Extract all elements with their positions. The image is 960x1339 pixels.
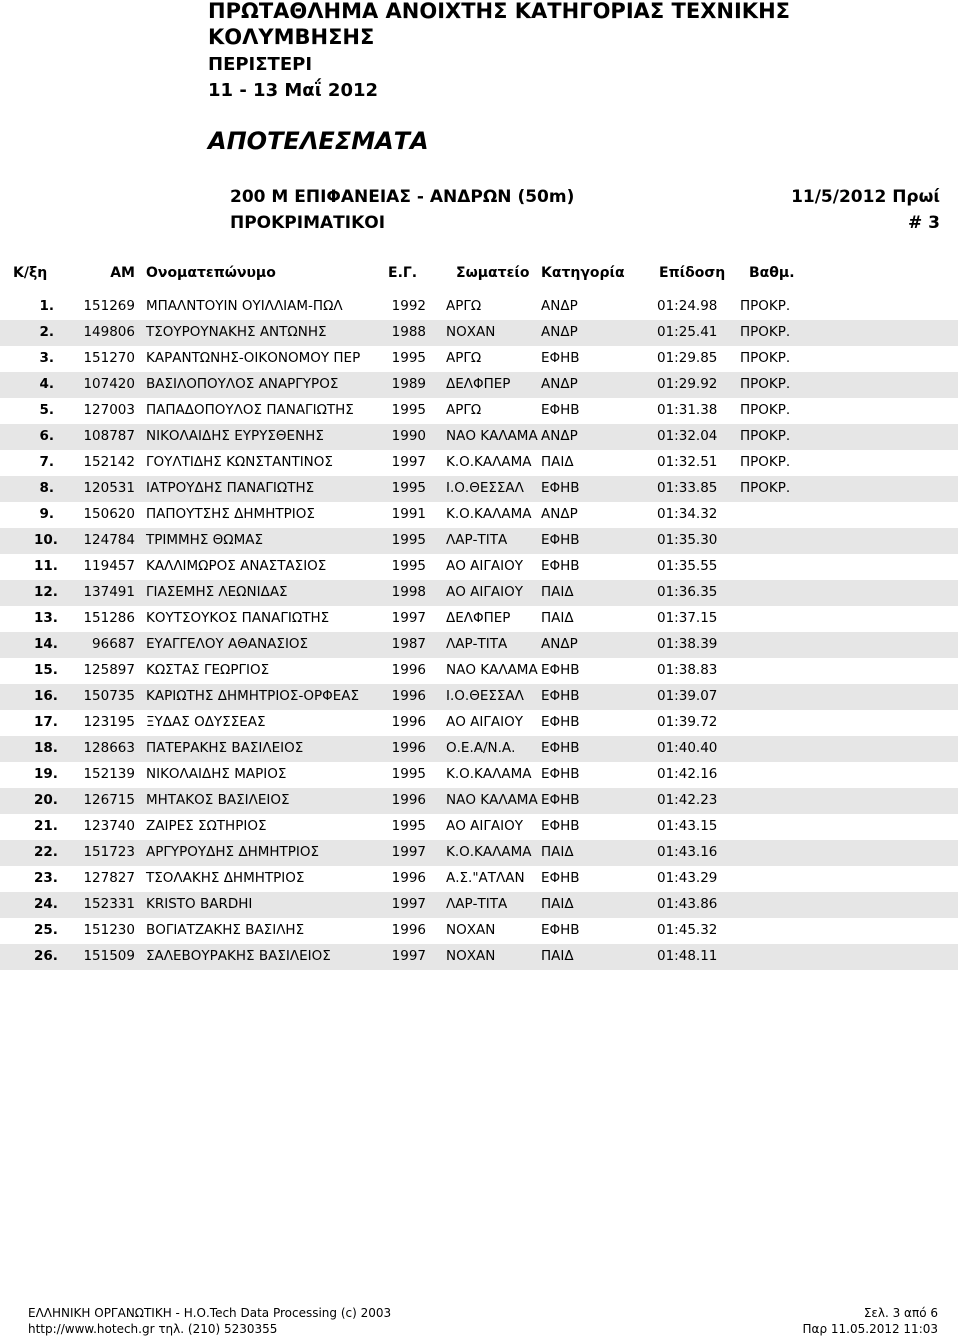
cell-club: ΔΕΛΦΠΕΡ: [446, 610, 511, 626]
print-timestamp: Παρ 11.05.2012 11:03: [802, 1322, 938, 1336]
cell-time: 01:45.32: [657, 922, 718, 938]
cell-category: ΠΑΙΔ: [541, 454, 574, 470]
table-row: [0, 866, 958, 892]
col-rank-header: Βαθμ.: [749, 265, 795, 281]
table-row: [0, 450, 958, 476]
cell-pos: 17.: [34, 714, 58, 730]
cell-am: 151286: [83, 610, 135, 626]
cell-am: 123740: [83, 818, 135, 834]
cell-club: Ι.Ο.ΘΕΣΣΑΛ: [446, 480, 524, 496]
cell-club: ΑΡΓΩ: [446, 350, 482, 366]
cell-club: ΛΑΡ-ΤΙΤΑ: [446, 636, 508, 652]
table-row: [0, 320, 958, 346]
cell-pos: 3.: [39, 350, 54, 366]
cell-category: ΠΑΙΔ: [541, 584, 574, 600]
cell-club: ΑΟ ΑΙΓΑΙΟΥ: [446, 818, 523, 834]
cell-time: 01:40.40: [657, 740, 718, 756]
cell-club: ΝΑΟ ΚΑΛΑΜΑ: [446, 792, 538, 808]
cell-am: 151270: [83, 350, 135, 366]
cell-category: ΕΦΗΒ: [541, 740, 580, 756]
cell-year: 1995: [391, 480, 426, 496]
cell-name: ΑΡΓΥΡΟΥΔΗΣ ΔΗΜΗΤΡΙΟΣ: [146, 844, 320, 860]
cell-am: 151723: [83, 844, 135, 860]
event-dates: 11 - 13 Μαΐ 2012: [208, 80, 379, 101]
cell-year: 1988: [391, 324, 426, 340]
table-row: [0, 294, 958, 320]
table-row: [0, 658, 958, 684]
cell-time: 01:43.29: [657, 870, 718, 886]
cell-rank: ΠΡΟΚΡ.: [740, 428, 791, 444]
cell-pos: 9.: [39, 506, 54, 522]
cell-time: 01:42.23: [657, 792, 718, 808]
col-am-header: ΑΜ: [110, 265, 135, 281]
cell-category: ΕΦΗΒ: [541, 688, 580, 704]
footer-contact: http://www.hotech.gr τηλ. (210) 5230355: [28, 1322, 278, 1336]
cell-am: 152331: [83, 896, 135, 912]
cell-am: 137491: [83, 584, 135, 600]
cell-year: 1996: [391, 714, 426, 730]
cell-rank: ΠΡΟΚΡ.: [740, 454, 791, 470]
cell-category: ΕΦΗΒ: [541, 792, 580, 808]
cell-name: ΙΑΤΡΟΥΔΗΣ ΠΑΝΑΓΙΩΤΗΣ: [146, 480, 315, 496]
cell-name: ΕΥΑΓΓΕΛΟΥ ΑΘΑΝΑΣΙΟΣ: [146, 636, 309, 652]
cell-name: ΤΣΟΥΡΟΥΝΑΚΗΣ ΑΝΤΩΝΗΣ: [146, 324, 327, 340]
cell-name: ΚΑΡΑΝΤΩΝΗΣ-ΟΙΚΟΝΟΜΟΥ ΠΕΡ: [146, 350, 361, 366]
cell-am: 151509: [83, 948, 135, 964]
cell-year: 1995: [391, 558, 426, 574]
cell-time: 01:24.98: [657, 298, 718, 314]
cell-category: ΠΑΙΔ: [541, 896, 574, 912]
cell-name: ΒΟΓΙΑΤΖΑΚΗΣ ΒΑΣΙΛΗΣ: [146, 922, 305, 938]
cell-pos: 23.: [34, 870, 58, 886]
cell-category: ΠΑΙΔ: [541, 844, 574, 860]
cell-time: 01:25.41: [657, 324, 718, 340]
table-row: [0, 580, 958, 606]
page-number: Σελ. 3 από 6: [863, 1306, 938, 1320]
cell-category: ΑΝΔΡ: [541, 506, 578, 522]
cell-name: ΓΟΥΛΤΙΔΗΣ ΚΩΝΣΤΑΝΤΙΝΟΣ: [146, 454, 333, 470]
cell-time: 01:32.04: [657, 428, 718, 444]
cell-club: ΝΟΧΑΝ: [446, 922, 496, 938]
cell-club: ΛΑΡ-ΤΙΤΑ: [446, 532, 508, 548]
cell-club: Κ.Ο.ΚΑΛΑΜΑ: [446, 454, 532, 470]
table-row: [0, 762, 958, 788]
cell-pos: 19.: [34, 766, 58, 782]
cell-pos: 16.: [34, 688, 58, 704]
cell-am: 151230: [83, 922, 135, 938]
table-row: [0, 606, 958, 632]
table-row: [0, 424, 958, 450]
col-category-header: Κατηγορία: [541, 265, 625, 281]
cell-year: 1995: [391, 766, 426, 782]
cell-time: 01:29.92: [657, 376, 718, 392]
table-row: [0, 476, 958, 502]
table-row: [0, 814, 958, 840]
cell-year: 1996: [391, 922, 426, 938]
cell-year: 1998: [391, 584, 426, 600]
cell-year: 1997: [391, 454, 426, 470]
col-year-header: Ε.Γ.: [388, 265, 418, 281]
cell-rank: ΠΡΟΚΡ.: [740, 324, 791, 340]
championship-title-line1: ΠΡΩΤΑΘΛΗΜΑ ΑΝΟΙΧΤΗΣ ΚΑΤΗΓΟΡΙΑΣ ΤΕΧΝΙΚΗΣ: [208, 0, 790, 23]
table-row: [0, 554, 958, 580]
cell-pos: 21.: [34, 818, 58, 834]
cell-category: ΕΦΗΒ: [541, 662, 580, 678]
cell-year: 1990: [391, 428, 426, 444]
table-row: [0, 840, 958, 866]
cell-am: 128663: [83, 740, 135, 756]
cell-time: 01:35.30: [657, 532, 718, 548]
cell-year: 1995: [391, 402, 426, 418]
cell-year: 1997: [391, 610, 426, 626]
cell-club: ΑΟ ΑΙΓΑΙΟΥ: [446, 558, 523, 574]
cell-am: 123195: [83, 714, 135, 730]
cell-category: ΑΝΔΡ: [541, 428, 578, 444]
cell-club: ΝΟΧΑΝ: [446, 324, 496, 340]
cell-time: 01:42.16: [657, 766, 718, 782]
cell-time: 01:32.51: [657, 454, 718, 470]
cell-club: ΑΡΓΩ: [446, 402, 482, 418]
cell-club: ΝΟΧΑΝ: [446, 948, 496, 964]
cell-time: 01:34.32: [657, 506, 718, 522]
cell-rank: ΠΡΟΚΡ.: [740, 480, 791, 496]
cell-am: 120531: [83, 480, 135, 496]
cell-club: ΑΟ ΑΙΓΑΙΟΥ: [446, 714, 523, 730]
cell-am: 150735: [83, 688, 135, 704]
cell-am: 149806: [83, 324, 135, 340]
results-table: [0, 294, 960, 970]
cell-year: 1995: [391, 350, 426, 366]
table-row: [0, 736, 958, 762]
cell-pos: 4.: [39, 376, 54, 392]
cell-year: 1992: [391, 298, 426, 314]
cell-pos: 10.: [34, 532, 58, 548]
event-title: 200 Μ ΕΠΙΦΑΝΕΙΑΣ - ΑΝΔΡΩΝ (50m): [230, 187, 575, 207]
cell-pos: 8.: [39, 480, 54, 496]
cell-year: 1997: [391, 948, 426, 964]
cell-category: ΑΝΔΡ: [541, 298, 578, 314]
cell-year: 1997: [391, 896, 426, 912]
cell-name: ΚΟΥΤΣΟΥΚΟΣ ΠΑΝΑΓΙΩΤΗΣ: [146, 610, 330, 626]
cell-name: ΜΗΤΑΚΟΣ ΒΑΣΙΛΕΙΟΣ: [146, 792, 290, 808]
cell-category: ΑΝΔΡ: [541, 636, 578, 652]
cell-club: Κ.Ο.ΚΑΛΑΜΑ: [446, 844, 532, 860]
cell-year: 1996: [391, 688, 426, 704]
table-row: [0, 710, 958, 736]
cell-name: ΤΡΙΜΜΗΣ ΘΩΜΑΣ: [146, 532, 263, 548]
venue: ΠΕΡΙΣΤΕΡΙ: [208, 54, 313, 75]
cell-am: 96687: [92, 636, 135, 652]
cell-am: 152139: [83, 766, 135, 782]
cell-category: ΕΦΗΒ: [541, 818, 580, 834]
heat-number: # 3: [908, 213, 940, 233]
cell-name: ΠΑΤΕΡΑΚΗΣ ΒΑΣΙΛΕΙΟΣ: [146, 740, 304, 756]
cell-name: ΝΙΚΟΛΑΙΔΗΣ ΕΥΡΥΣΘΕΝΗΣ: [146, 428, 324, 444]
cell-category: ΑΝΔΡ: [541, 324, 578, 340]
cell-club: ΑΟ ΑΙΓΑΙΟΥ: [446, 584, 523, 600]
cell-am: 108787: [83, 428, 135, 444]
cell-time: 01:33.85: [657, 480, 718, 496]
cell-am: 150620: [83, 506, 135, 522]
cell-category: ΕΦΗΒ: [541, 870, 580, 886]
cell-category: ΕΦΗΒ: [541, 350, 580, 366]
cell-time: 01:31.38: [657, 402, 718, 418]
table-row: [0, 918, 958, 944]
cell-year: 1995: [391, 532, 426, 548]
cell-name: ΣΑΛΕΒΟΥΡΑΚΗΣ ΒΑΣΙΛΕΙΟΣ: [146, 948, 331, 964]
cell-time: 01:43.86: [657, 896, 718, 912]
col-club-header: Σωματείο: [456, 265, 530, 281]
cell-pos: 6.: [39, 428, 54, 444]
cell-category: ΕΦΗΒ: [541, 714, 580, 730]
table-row: [0, 632, 958, 658]
cell-name: ΠΑΠΑΔΟΠΟΥΛΟΣ ΠΑΝΑΓΙΩΤΗΣ: [146, 402, 354, 418]
cell-am: 127003: [83, 402, 135, 418]
table-row: [0, 346, 958, 372]
cell-time: 01:37.15: [657, 610, 718, 626]
cell-am: 127827: [83, 870, 135, 886]
cell-am: 124784: [83, 532, 135, 548]
cell-club: Ο.Ε.Α/Ν.Α.: [446, 740, 516, 756]
cell-name: ΜΠΑΛΝΤΟΥΙΝ ΟΥΙΛΛΙΑΜ-ΠΩΛ: [146, 298, 343, 314]
cell-pos: 1.: [39, 298, 54, 314]
cell-name: KRISTO BARDHI: [146, 896, 253, 912]
table-row: [0, 788, 958, 814]
cell-pos: 20.: [34, 792, 58, 808]
cell-category: ΑΝΔΡ: [541, 376, 578, 392]
cell-time: 01:35.55: [657, 558, 718, 574]
table-header: [0, 262, 960, 284]
cell-am: 125897: [83, 662, 135, 678]
cell-year: 1991: [391, 506, 426, 522]
cell-time: 01:39.72: [657, 714, 718, 730]
cell-year: 1996: [391, 870, 426, 886]
cell-year: 1987: [391, 636, 426, 652]
table-row: [0, 502, 958, 528]
cell-rank: ΠΡΟΚΡ.: [740, 376, 791, 392]
cell-club: ΝΑΟ ΚΑΛΑΜΑ: [446, 662, 538, 678]
col-name-header: Ονοματεπώνυμο: [146, 265, 276, 281]
cell-club: Κ.Ο.ΚΑΛΑΜΑ: [446, 766, 532, 782]
cell-name: ΒΑΣΙΛΟΠΟΥΛΟΣ ΑΝΑΡΓΥΡΟΣ: [146, 376, 339, 392]
cell-am: 126715: [83, 792, 135, 808]
cell-time: 01:48.11: [657, 948, 718, 964]
cell-name: ΚΩΣΤΑΣ ΓΕΩΡΓΙΟΣ: [146, 662, 270, 678]
cell-year: 1995: [391, 818, 426, 834]
cell-club: Κ.Ο.ΚΑΛΑΜΑ: [446, 506, 532, 522]
cell-pos: 2.: [39, 324, 54, 340]
cell-club: Ι.Ο.ΘΕΣΣΑΛ: [446, 688, 524, 704]
cell-name: ΝΙΚΟΛΑΙΔΗΣ ΜΑΡΙΟΣ: [146, 766, 287, 782]
cell-time: 01:43.16: [657, 844, 718, 860]
cell-pos: 14.: [34, 636, 58, 652]
cell-pos: 13.: [34, 610, 58, 626]
cell-year: 1996: [391, 792, 426, 808]
cell-category: ΕΦΗΒ: [541, 558, 580, 574]
table-row: [0, 684, 958, 710]
cell-club: ΑΡΓΩ: [446, 298, 482, 314]
cell-pos: 22.: [34, 844, 58, 860]
cell-am: 151269: [83, 298, 135, 314]
table-row: [0, 398, 958, 424]
cell-name: ΤΣΟΛΑΚΗΣ ΔΗΜΗΤΡΙΟΣ: [146, 870, 305, 886]
cell-club: ΔΕΛΦΠΕΡ: [446, 376, 511, 392]
cell-name: ΞΥΔΑΣ ΟΔΥΣΣΕΑΣ: [146, 714, 266, 730]
cell-category: ΠΑΙΔ: [541, 948, 574, 964]
cell-rank: ΠΡΟΚΡ.: [740, 402, 791, 418]
cell-name: ΠΑΠΟΥΤΣΗΣ ΔΗΜΗΤΡΙΟΣ: [146, 506, 315, 522]
cell-category: ΕΦΗΒ: [541, 766, 580, 782]
cell-category: ΕΦΗΒ: [541, 532, 580, 548]
cell-name: ΖΑΙΡΕΣ ΣΩΤΗΡΙΟΣ: [146, 818, 267, 834]
event-round: ΠΡΟΚΡΙΜΑΤΙΚΟΙ: [230, 213, 386, 233]
cell-time: 01:38.39: [657, 636, 718, 652]
cell-pos: 5.: [39, 402, 54, 418]
cell-category: ΕΦΗΒ: [541, 480, 580, 496]
cell-name: ΓΙΑΣΕΜΗΣ ΛΕΩΝΙΔΑΣ: [146, 584, 288, 600]
cell-am: 107420: [83, 376, 135, 392]
table-row: [0, 892, 958, 918]
cell-time: 01:38.83: [657, 662, 718, 678]
cell-pos: 12.: [34, 584, 58, 600]
cell-time: 01:29.85: [657, 350, 718, 366]
cell-club: Α.Σ."ΑΤΛΑΝ: [446, 870, 525, 886]
section-title: ΑΠΟΤΕΛΕΣΜΑΤΑ: [208, 127, 429, 155]
cell-pos: 7.: [39, 454, 54, 470]
cell-rank: ΠΡΟΚΡ.: [740, 298, 791, 314]
cell-time: 01:39.07: [657, 688, 718, 704]
cell-am: 119457: [83, 558, 135, 574]
cell-year: 1989: [391, 376, 426, 392]
col-pos-header: Κ/ξη: [13, 265, 48, 281]
cell-pos: 25.: [34, 922, 58, 938]
cell-pos: 15.: [34, 662, 58, 678]
table-row: [0, 944, 958, 970]
cell-rank: ΠΡΟΚΡ.: [740, 350, 791, 366]
table-row: [0, 528, 958, 554]
cell-am: 152142: [83, 454, 135, 470]
cell-club: ΛΑΡ-ΤΙΤΑ: [446, 896, 508, 912]
cell-pos: 18.: [34, 740, 58, 756]
cell-year: 1997: [391, 844, 426, 860]
cell-name: ΚΑΡΙΩΤΗΣ ΔΗΜΗΤΡΙΟΣ-ΟΡΦΕΑΣ: [146, 688, 360, 704]
cell-category: ΠΑΙΔ: [541, 610, 574, 626]
cell-year: 1996: [391, 662, 426, 678]
cell-name: ΚΑΛΛΙΜΩΡΟΣ ΑΝΑΣΤΑΣΙΟΣ: [146, 558, 327, 574]
cell-category: ΕΦΗΒ: [541, 922, 580, 938]
cell-pos: 26.: [34, 948, 58, 964]
cell-pos: 11.: [34, 558, 58, 574]
cell-category: ΕΦΗΒ: [541, 402, 580, 418]
cell-pos: 24.: [34, 896, 58, 912]
col-time-header: Επίδοση: [659, 265, 726, 281]
championship-title-line2: ΚΟΛΥΜΒΗΣΗΣ: [208, 25, 375, 49]
footer-company: ΕΛΛΗΝΙΚΗ ΟΡΓΑΝΩΤΙΚΗ - Η.Ο.Tech Data Processing (c) 2003: [28, 1306, 392, 1320]
cell-club: ΝΑΟ ΚΑΛΑΜΑ: [446, 428, 538, 444]
table-row: [0, 372, 958, 398]
event-date: 11/5/2012 Πρωί: [791, 187, 940, 207]
cell-time: 01:36.35: [657, 584, 718, 600]
cell-time: 01:43.15: [657, 818, 718, 834]
cell-year: 1996: [391, 740, 426, 756]
